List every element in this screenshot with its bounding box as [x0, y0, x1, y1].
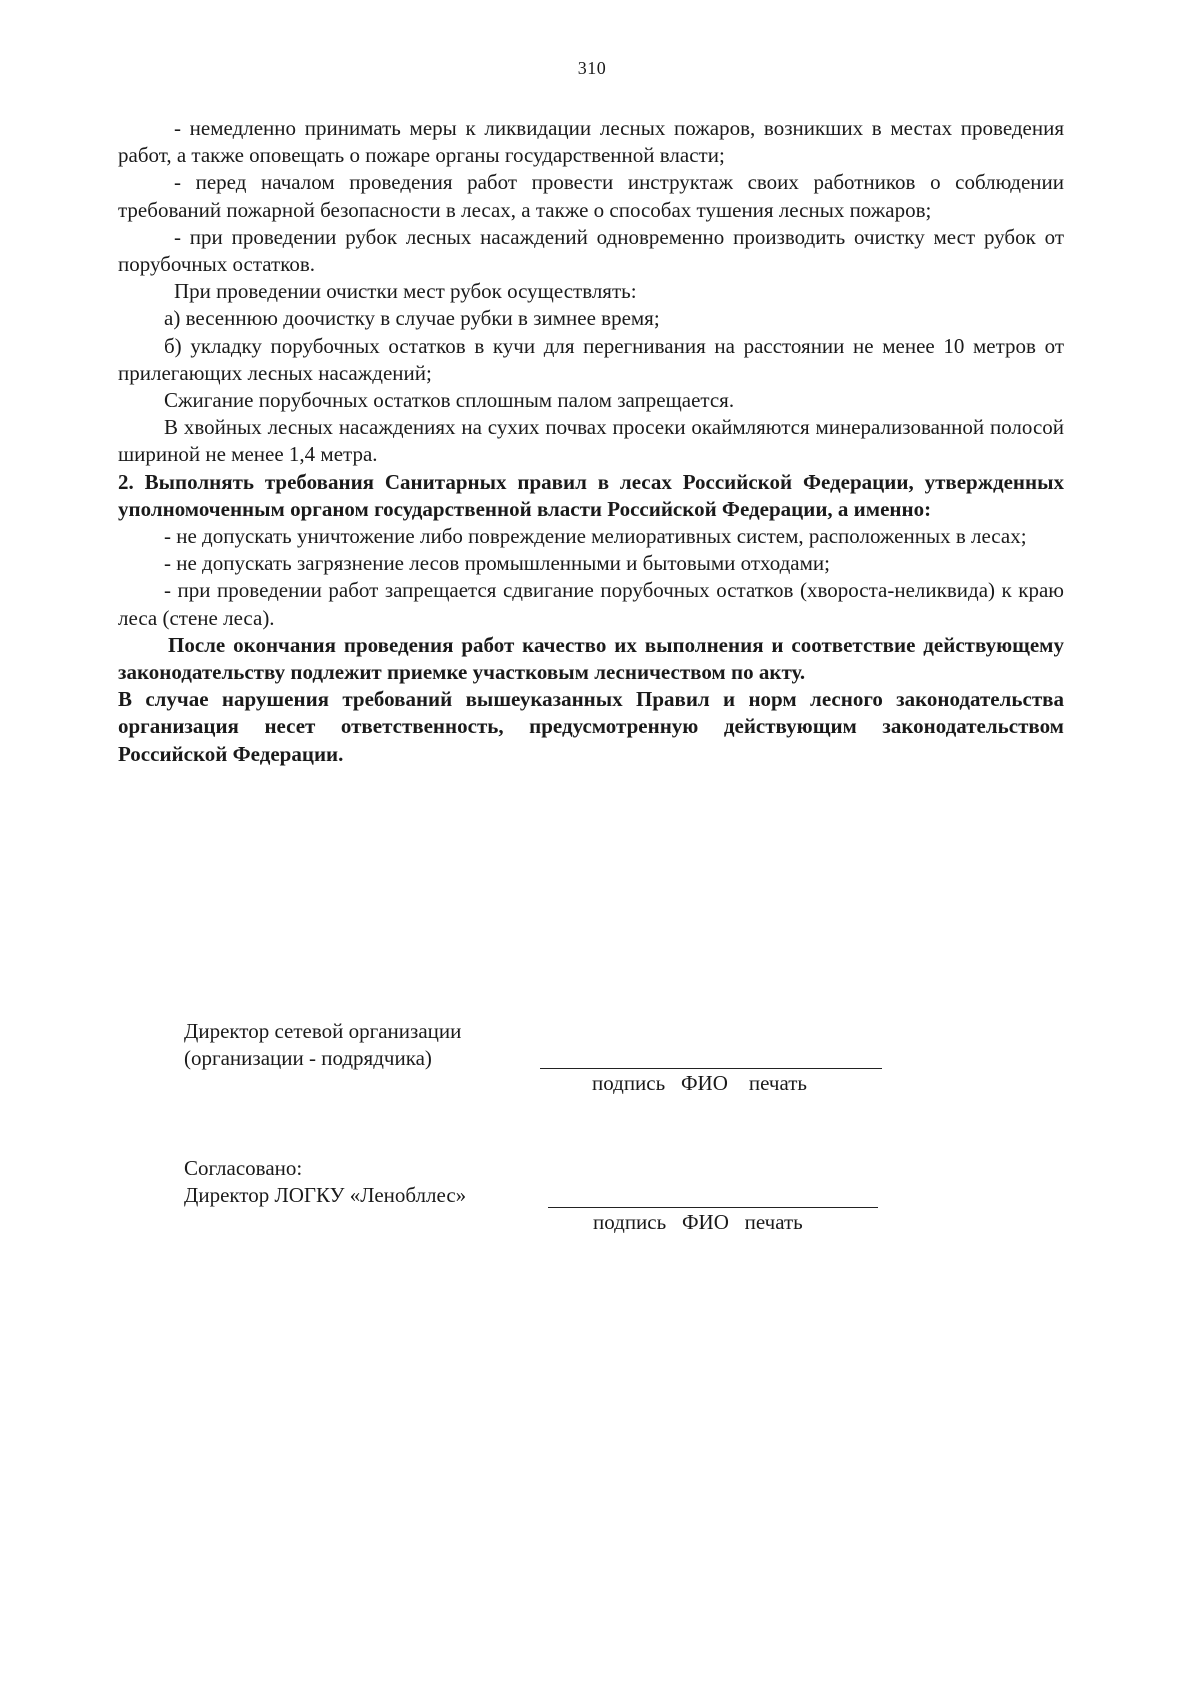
- paragraph-burning-ban: Сжигание порубочных остатков сплошным палом запрещается.: [164, 388, 735, 413]
- page-number: 310: [577, 58, 607, 78]
- paragraph-acceptance: После окончания проведения работ качество их выполнения и соответствие действующему законодательству подлежит приемке участковым лесничеством по акту.: [118, 632, 1064, 685]
- director-subtitle: (организации - подрядчика): [184, 1046, 432, 1070]
- paragraph-cleaning-intro: При проведении очистки мест рубок осуществлять:: [174, 279, 637, 304]
- document-body: [118, 115, 1064, 768]
- signature-line-approval: [548, 1207, 878, 1208]
- approval-label: Согласовано:: [184, 1156, 303, 1180]
- final-period: .: [338, 741, 344, 766]
- paragraph-pollution: - не допускать загрязнение лесов промышленными и бытовыми отходами;: [164, 551, 830, 576]
- approval-director: Директор ЛОГКУ «Ленобллес»: [184, 1183, 467, 1207]
- signature-block-approval: [184, 1155, 466, 1209]
- paragraph-melioration: - не допускать уничтожение либо повреждение мелиоративных систем, расположенных в лесах;: [164, 524, 1027, 549]
- paragraph-item-b: б) укладку порубочных остатков в кучи для перегнивания на расстоянии не менее 10 метров от прилегающих лесных насаждений;: [118, 333, 1064, 385]
- signature-caption-director: подпись ФИО печать: [592, 1071, 807, 1095]
- paragraph-brushwood: - при проведении работ запрещается сдвигание порубочных остатков (хвороста-неликвида) к краю леса (стене леса).: [118, 578, 1064, 630]
- signature-caption-approval: подпись ФИО печать: [593, 1210, 803, 1234]
- paragraph-fire-measures: - немедленно принимать меры к ликвидации лесных пожаров, возникших в местах проведения работ, а также оповещать о пожаре органы государственной власти;: [118, 116, 1064, 168]
- paragraph-instruction: - перед началом проведения работ провести инструктаж своих работников о соблюдении требований пожарной безопасности в лесах, а также о способах тушения лесных пожаров;: [118, 170, 1064, 222]
- paragraph-sanitary-rules: 2. Выполнять требования Санитарных правил в лесах Российской Федерации, утвержденных уполномоченным органом государственной власти Российской Федерации, а именно:: [118, 469, 1064, 521]
- signature-line-director: [540, 1068, 882, 1069]
- paragraph-coniferous: В хвойных лесных насаждениях на сухих почвах просеки окаймляются минерализованной полосой шириной не менее 1,4 метра.: [118, 415, 1064, 467]
- paragraph-item-a: а) весеннюю доочистку в случае рубки в зимнее время;: [164, 306, 660, 331]
- responsibility-text: В случае нарушения требований вышеуказанных Правил и норм лесного законодательства организация несет ответственность, предусмотренную действующим законодательством Российской Федерации: [118, 687, 1064, 766]
- paragraph-cleaning: - при проведении рубок лесных насаждений одновременно производить очистку мест рубок от порубочных остатков.: [118, 224, 1064, 277]
- signature-block-director: [184, 1018, 461, 1072]
- director-title: Директор сетевой организации: [184, 1019, 462, 1043]
- paragraph-responsibility: [118, 686, 1064, 768]
